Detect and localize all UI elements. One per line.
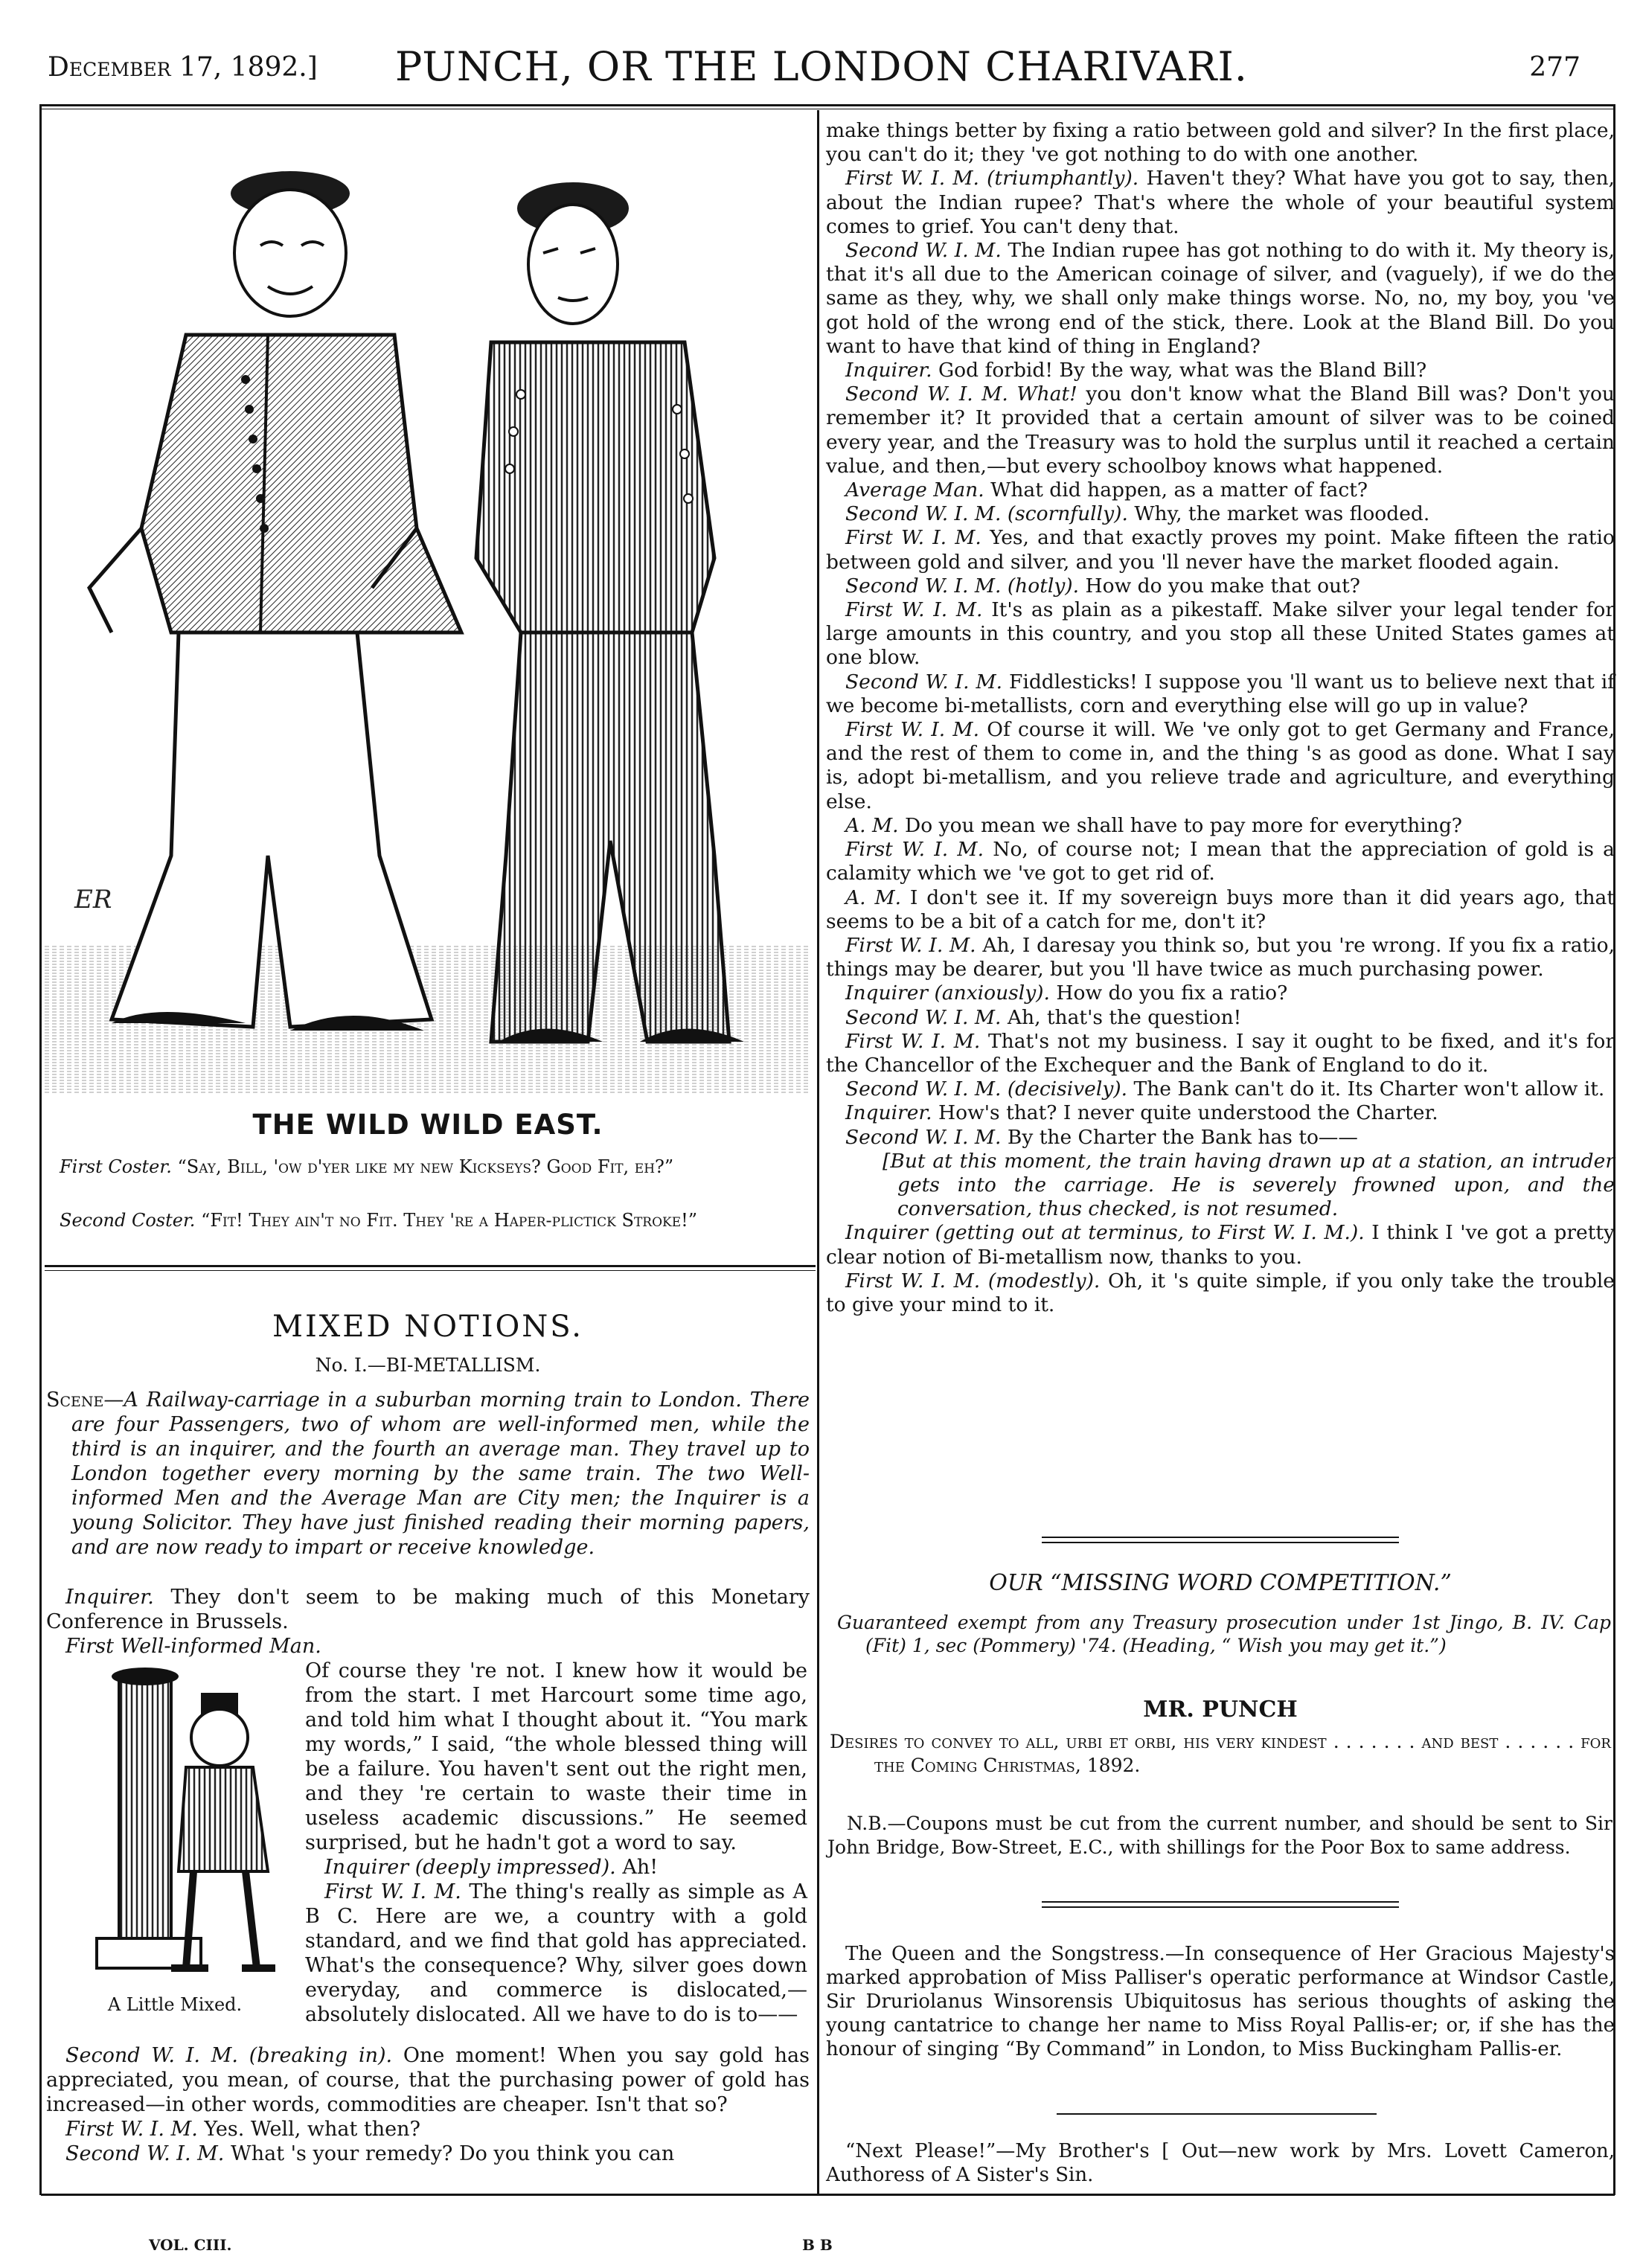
left-dialogue-wrapped [305, 1659, 807, 2027]
dialogue-para [46, 1585, 810, 1634]
dialogue-para: Second W. I. M. The Indian rupee has got nothing to do with it. My theory is, that it's all due to the American coinage of silver, and (vaguely), if we do the same as they, why, we shall only make things worse. No, no, my boy, you 've got hold of the wrong end of the stick, there. Look at the Bland Bill. Do you want to have that kind of thing in England? [826, 239, 1615, 358]
dialogue-para [46, 1634, 810, 1659]
dialogue-para: Inquirer (getting out at terminus, to First W. I. M.). I think I 've got a pretty clear notion of Bi-metallism now, thanks to you. [826, 1221, 1615, 1269]
dialogue-para: First W. I. M. It's as plain as a pikestaff. Make silver your legal tender for large amounts in this country, and you stop all these United States games at one blow. [826, 598, 1615, 670]
competition-note: N.B.—Coupons must be cut from the current number, and should be sent to Sir John Bridge, Bow-Street, E.C., with shillings for the Poor Box to same address. [827, 1813, 1612, 1858]
speech: Ah! [622, 1856, 659, 1879]
dialogue-para: First W. I. M. (modestly). Oh, it 's quite simple, if you only take the trouble to give your mind to it. [826, 1269, 1615, 1316]
queen-note: The Queen and the Songstress.—In consequence of Her Gracious Majesty's marked approbation of Miss Palliser's operatic performance at Windsor Castle, Sir Druriolanus Winsorensis Ubiquitosus has serious thoughts of asking the young cantatrice to change her name to Miss Royal Pallis-er; or, if she has the honour of singing “By Command” in London, to Miss Buckingham Pallis-er. [826, 1943, 1615, 2060]
dialogue-para: Second W. I. M. Ah, that's the question! [845, 1005, 1242, 1029]
cartoon-signature: ER [74, 885, 112, 914]
dialogue-para: First W. I. M. Yes, and that exactly proves my point. Make fifteen the ratio between gold and silver, and you 'll never have the market flooded again. [826, 526, 1615, 574]
dialogue-para [46, 2142, 810, 2166]
cartoon-caption-line-2 [60, 1208, 804, 1233]
caption-text-1: “Say, Bill, 'ow d'yer like my new Kickseys? Good Fit, eh?” [177, 1156, 674, 1177]
caption-speaker-2: Second Coster. [60, 1210, 196, 1231]
article-subtitle: No. I.—BI-METALLISM. [315, 1354, 541, 1376]
divider-rule-2 [1042, 1542, 1399, 1543]
dialogue-para: Second W. I. M. What! you don't know what the Bland Bill was? Don't you remember it? It provided that a certain amount of silver was to be coined every year, and the Treasury was to hold the surplus until it reached a certain value, and then,—but every schoolboy knows what happened. [826, 382, 1615, 478]
dialogue-para: make things better by fixing a ratio between gold and silver? In the first place, you can't do it; they 've got nothing to do with one another. [826, 119, 1615, 167]
speech: The thing's really as simple as A B C. Here are we, a country with a gold standard, and we find that gold has appreciated. What's the consequence? Why, silver goes down everyday, and commerce is dislocated,—absolutely dislocated. All we have to do is to—— [305, 1880, 807, 2026]
speaker: First Well-informed Man. [65, 1635, 321, 1658]
speaker: Inquirer. [65, 1586, 154, 1609]
dialogue-para [305, 1855, 807, 1880]
divider-rule-3 [1042, 1901, 1399, 1903]
cartoon-title: THE WILD WILD EAST. [252, 1109, 603, 1141]
dialogue-para: Inquirer (anxiously). How do you fix a ratio? [845, 981, 1288, 1005]
footer-volume: VOL. CIII. [149, 2236, 232, 2254]
header-rule [41, 104, 1615, 106]
left-dialogue-end [46, 2043, 810, 2166]
speaker: Second W. I. M. [65, 2142, 225, 2165]
competition-heading: MR. PUNCH [1143, 1697, 1298, 1723]
cartoon-illustration [45, 112, 811, 1101]
caption-rule [45, 1265, 816, 1267]
left-dialogue-first [46, 1634, 810, 1659]
speaker: First W. I. M. [65, 2118, 198, 2141]
first-coster-figure [89, 171, 461, 1031]
dialogue-para [46, 2043, 810, 2117]
speech: They don't seem to be making much of this Monetary Conference in Brussels. [46, 1586, 810, 1633]
dialogue-para: Second W. I. M. (scornfully). Why, the market was flooded. [845, 502, 1430, 526]
footer-signature: B B [802, 2236, 833, 2254]
speech: Of course they 're not. I knew how it would be from the start. I met Harcourt some time ago, and told him what I thought about it. “You mark my words,” I said, “the whole blessed thing will be a failure. You haven't sent out the right men, and they 're certain to waste their time in useless academic discussions.” He seemed surprised, but he hadn't got a word to say. [305, 1659, 807, 1854]
dialogue-para: Second W. I. M. Fiddlesticks! I suppose you 'll want us to believe next that if we become bi-metallists, corn and everything else will go up in value? [826, 670, 1615, 717]
bottom-rule [41, 2194, 1615, 2196]
dialogue-para: First W. I. M. Of course it will. We 've only got to get Germany and France, and the rest of them to come in, and the thing 's as good as done. What I say is, adopt bi-metallism, and you relieve trade and agriculture, and everything else. [826, 718, 1615, 813]
left-border [39, 104, 42, 2195]
scene-description [46, 1388, 810, 1560]
page-number: 277 [1529, 52, 1580, 83]
scene-text: —A Railway-carriage in a suburban morning train to London. There are four Passengers, two of whom are well-informed men, while the third is an inquirer, and the fourth an average man. They travel up to London together every morning by the same train. The two Well-informed Men and the Average Man are City men; the Inquirer is a young Solicitor. They have just finished reading their morning papers, and are now ready to impart or receive knowledge. [71, 1388, 810, 1559]
dialogue-para: First W. I. M. Ah, I daresay you think so, but you 're wrong. If you fix a ratio, things may be dearer, but you 'll have twice as much purchasing power. [826, 933, 1615, 981]
caption-text-2: “Fit! They ain't no Fit. They 're a Haper-plictick Stroke!” [201, 1210, 698, 1231]
next-please-note: “Next Please!”—My Brother's [ Out—new work by Mrs. Lovett Cameron, Authoress of A Sister's Sin. [826, 2140, 1615, 2186]
dialogue-para: Inquirer. God forbid! By the way, what was the Bland Bill? [845, 359, 1427, 382]
dialogue-para [46, 2117, 810, 2142]
column-divider [817, 110, 819, 2194]
speaker: Second W. I. M. (breaking in). [65, 2044, 393, 2067]
caption-rule-thin [45, 1270, 816, 1271]
dialogue-para [305, 1659, 807, 1855]
left-dialogue-intro [46, 1585, 810, 1634]
speech: Yes. Well, what then? [204, 2118, 420, 2141]
header-date: December 17, 1892.] [48, 52, 318, 83]
dialogue-para [305, 1880, 807, 2027]
speech: One moment! When you say gold has appreciated, you mean, of course, that the purchasing power of gold has increased—in other words, commodities are cheaper. Isn't that so? [46, 2044, 810, 2116]
dialogue-para: Second W. I. M. (decisively). The Bank can't do it. Its Charter won't allow it. [845, 1077, 1605, 1101]
speaker: First W. I. M. [324, 1880, 461, 1903]
cartoon-caption-line-1 [60, 1155, 804, 1179]
divider-rule-4 [1042, 1906, 1399, 1908]
competition-guarantee: Guaranteed exempt from any Treasury prosecution under 1st Jingo, B. IV. Cap (Fit) 1, sec (Pommery) '74. (Heading, “ Wish you may get it.”) [837, 1612, 1611, 1656]
dialogue-para: First W. I. M. No, of course not; I mean that the appreciation of gold is a calamity which we 've got to get rid of. [826, 838, 1615, 885]
dialogue-para: A. M. Do you mean we shall have to pay more for everything? [845, 813, 1462, 837]
scene-label: Scene [46, 1388, 104, 1412]
right-dialogue [826, 119, 1615, 1317]
small-illustration-caption: A Little Mixed. [107, 1994, 243, 2015]
speech: What 's your remedy? Do you think you can [230, 2142, 675, 2165]
dialogue-para: First W. I. M. That's not my business. I say it ought to be fixed, and it's for the Chancellor of the Exchequer and the Bank of England to do it. [826, 1029, 1615, 1077]
header-title: PUNCH, OR THE LONDON CHARIVARI. [395, 43, 1248, 90]
divider-rule [1042, 1537, 1399, 1538]
dialogue-para: Average Man. What did happen, as a matter of fact? [845, 478, 1368, 502]
competition-title: OUR “MISSING WORD COMPETITION.” [989, 1570, 1452, 1596]
dialogue-para: A. M. I don't see it. If my sovereign buys more than it did years ago, that seems to be a bit of a catch for me, don't it? [826, 885, 1615, 933]
caption-speaker-1: First Coster. [60, 1156, 172, 1177]
dialogue-para: First W. I. M. (triumphantly). Haven't they? What have you got to say, then, about the Indian rupee? That's where the whole of your beautiful system comes to grief. You can't deny that. [826, 167, 1615, 238]
stage-direction: [But at this moment, the train having drawn up at a station, an intruder gets into the carriage. He is severely frowned upon, and the conversation, thus checked, is not resumed. [883, 1149, 1615, 1221]
article-title: MIXED NOTIONS. [272, 1310, 583, 1344]
dialogue-para: Second W. I. M. By the Charter the Bank has to—— [845, 1125, 1358, 1149]
speaker: Inquirer (deeply impressed). [324, 1856, 616, 1879]
small-illustration [52, 1663, 298, 1983]
dialogue-para: Second W. I. M. (hotly). How do you make that out? [845, 574, 1360, 598]
second-coster-figure [476, 182, 744, 1042]
divider-rule-5 [1057, 2113, 1377, 2115]
dialogue-para: Inquirer. How's that? I never quite understood the Charter. [845, 1101, 1438, 1125]
competition-body: Desires to convey to all, urbi et orbi, his very kindest . . . . . . . and best . . . . . . for the Coming Christmas, 1892. [830, 1731, 1611, 1776]
